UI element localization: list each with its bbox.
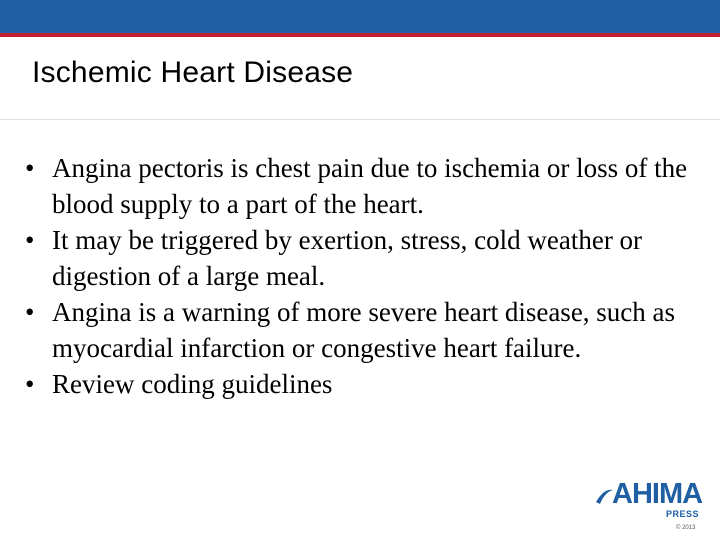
bullet-list [25, 150, 705, 402]
header-bar [0, 0, 720, 33]
bullet-text: It may be triggered by exertion, stress, cold weather or digestion of a large meal. [52, 225, 643, 291]
title-divider [0, 119, 720, 120]
bullet-text: Angina pectoris is chest pain due to ischemia or loss of the blood supply to a part of the heart. [52, 153, 688, 219]
ahima-press-logo [598, 478, 710, 526]
bullet-text: Review coding guidelines [52, 369, 333, 399]
copyright-notice: © 2013 [676, 525, 696, 531]
bullet-dot-icon: • [25, 225, 35, 255]
bullet-text: Angina is a warning of more severe heart disease, such as myocardial infarction or congestive heart failure. [52, 297, 676, 363]
logo-wordmark: AHIMA [612, 478, 703, 510]
bullet-dot-icon: • [25, 369, 35, 399]
bullet-dot-icon: • [25, 297, 35, 327]
bullet-item [25, 366, 705, 402]
bullet-item [25, 150, 705, 222]
slide-title: Ischemic Heart Disease [32, 56, 354, 89]
logo-press-label: PRESS [666, 509, 700, 519]
logo-swoosh-icon [594, 486, 614, 508]
bullet-dot-icon: • [25, 153, 35, 183]
header-stripe [0, 33, 720, 37]
bullet-item [25, 294, 705, 366]
bullet-item [25, 222, 705, 294]
